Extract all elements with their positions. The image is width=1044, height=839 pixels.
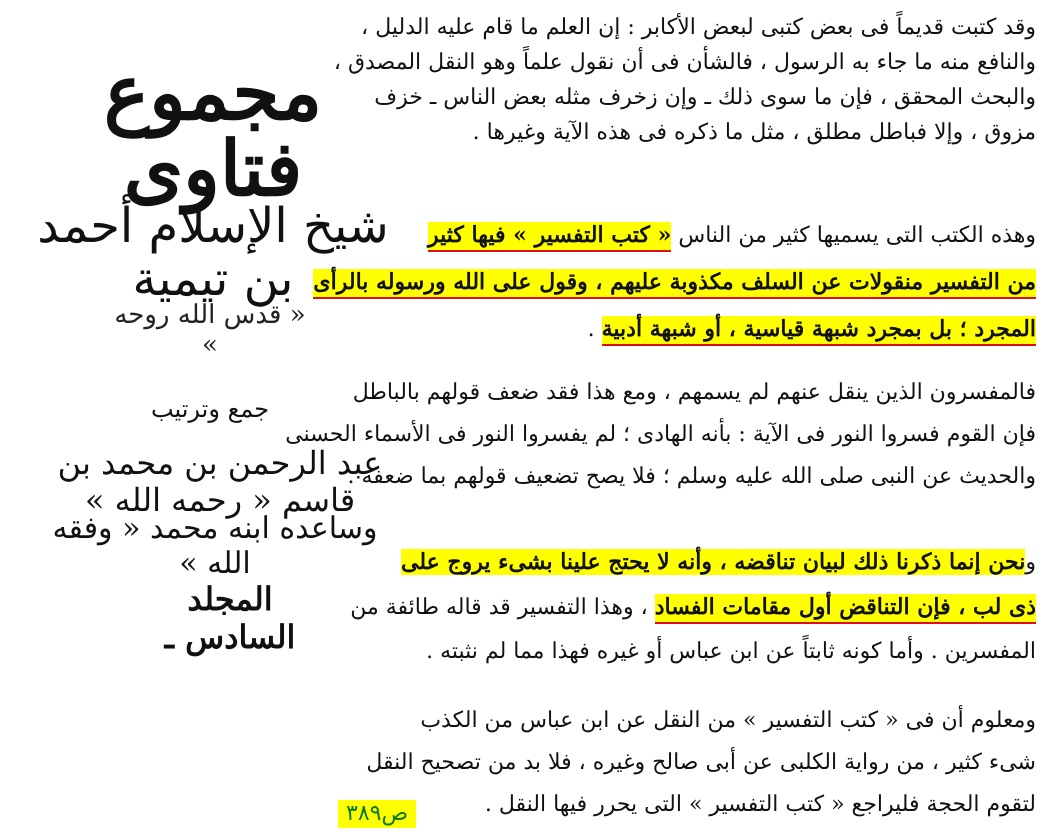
paragraph-line: مزوق ، وإلا فباطل مطلق ، مثل ما ذكره فى هذه الآية وغيرها . bbox=[472, 120, 1036, 145]
highlighted-text: « كتب التفسير » فيها كثير bbox=[428, 222, 671, 252]
paragraph-line bbox=[313, 259, 1036, 306]
paragraph-line bbox=[427, 212, 1036, 259]
paragraph-line: وقد كتبت قديماً فى بعض كتبى لبعض الأكابر : إن العلم ما قام عليه الدليل ، bbox=[361, 15, 1036, 40]
paragraph-text: ، وهذا التفسير قد قاله طائفة من bbox=[350, 595, 655, 620]
paragraph-line: فالمفسرون الذين ينقل عنهم لم يسمهم ، ومع هذا فقد ضعف قولهم بالباطل bbox=[352, 380, 1036, 405]
highlighted-text: ذى لب ، فإن التناقض أول مقامات الفساد bbox=[655, 594, 1036, 624]
compiler-name: عبد الرحمن بن محمد بن قاسم « رحمه الله » bbox=[57, 444, 383, 519]
assistant-name: وساعده ابنه محمد « وفقه الله » bbox=[52, 511, 378, 581]
highlighted-text: المجرد ؛ بل بمجرد شبهة قياسية ، أو شبهة أدبية bbox=[602, 316, 1036, 346]
paragraph-line: والحديث عن النبى صلى الله عليه وسلم ؛ فلا يصح تضعيف قولهم بما ضعفه . bbox=[347, 464, 1036, 489]
paragraph-line bbox=[400, 540, 1036, 585]
paragraph-line: ومعلوم أن فى « كتب التفسير » من النقل عن ابن عباس من الكذب bbox=[420, 708, 1036, 733]
paragraph-line bbox=[350, 585, 1036, 630]
paragraph-line: المفسرين . وأما كونه ثابتاً عن ابن عباس أو غيره فهذا مما لم نثبته . bbox=[426, 639, 1036, 664]
volume-label: المجلد السادس ـ bbox=[164, 580, 296, 656]
paragraph-2 bbox=[313, 212, 1036, 353]
paragraph-1 bbox=[333, 10, 1036, 150]
paragraph-line: والبحث المحقق ، فإن ما سوى ذلك ـ وإن زخرف مثله بعض الناس ـ خزف bbox=[374, 85, 1036, 110]
paragraph-text: و bbox=[1025, 550, 1036, 575]
page-number: ص٣٨٩ bbox=[338, 800, 416, 828]
book-title: مجموع فتاوى bbox=[103, 48, 323, 213]
highlighted-text: من التفسير منقولات عن السلف مكذوبة عليهم ، وقول على الله ورسوله بالرأى bbox=[313, 269, 1036, 299]
paragraph-line: والنافع منه ما جاء به الرسول ، فالشأن فى أن نقول علماً وهو النقل المصدق ، bbox=[333, 50, 1036, 75]
paragraph-text: . bbox=[587, 317, 602, 342]
paragraph-line: فإن القوم فسروا النور فى الآية : بأنه الهادى ؛ لم يفسروا النور فى الأسماء الحسنى bbox=[285, 422, 1036, 447]
author-blessing: « قدس الله روحه » bbox=[114, 300, 306, 360]
book-author: شيخ الإسلام أحمد بن تيمية bbox=[37, 198, 389, 307]
paragraph-line bbox=[448, 306, 1036, 353]
paragraph-3 bbox=[285, 372, 1036, 498]
paragraph-text: وهذه الكتب التى يسميها كثير من الناس bbox=[671, 223, 1036, 248]
paragraph-4 bbox=[350, 540, 1036, 674]
paragraph-line: لتقوم الحجة فليراجع « كتب التفسير » التى يحرر فيها النقل . bbox=[484, 792, 1036, 817]
compiled-label: جمع وترتيب bbox=[150, 395, 270, 423]
highlighted-text: نحن إنما ذكرنا ذلك لبيان تناقضه ، وأنه لا يحتج علينا بشىء يروج على bbox=[400, 549, 1026, 575]
paragraph-line: شىء كثير ، من رواية الكلبى عن أبى صالح وغيره ، فلا بد من تصحيح النقل bbox=[366, 750, 1036, 775]
